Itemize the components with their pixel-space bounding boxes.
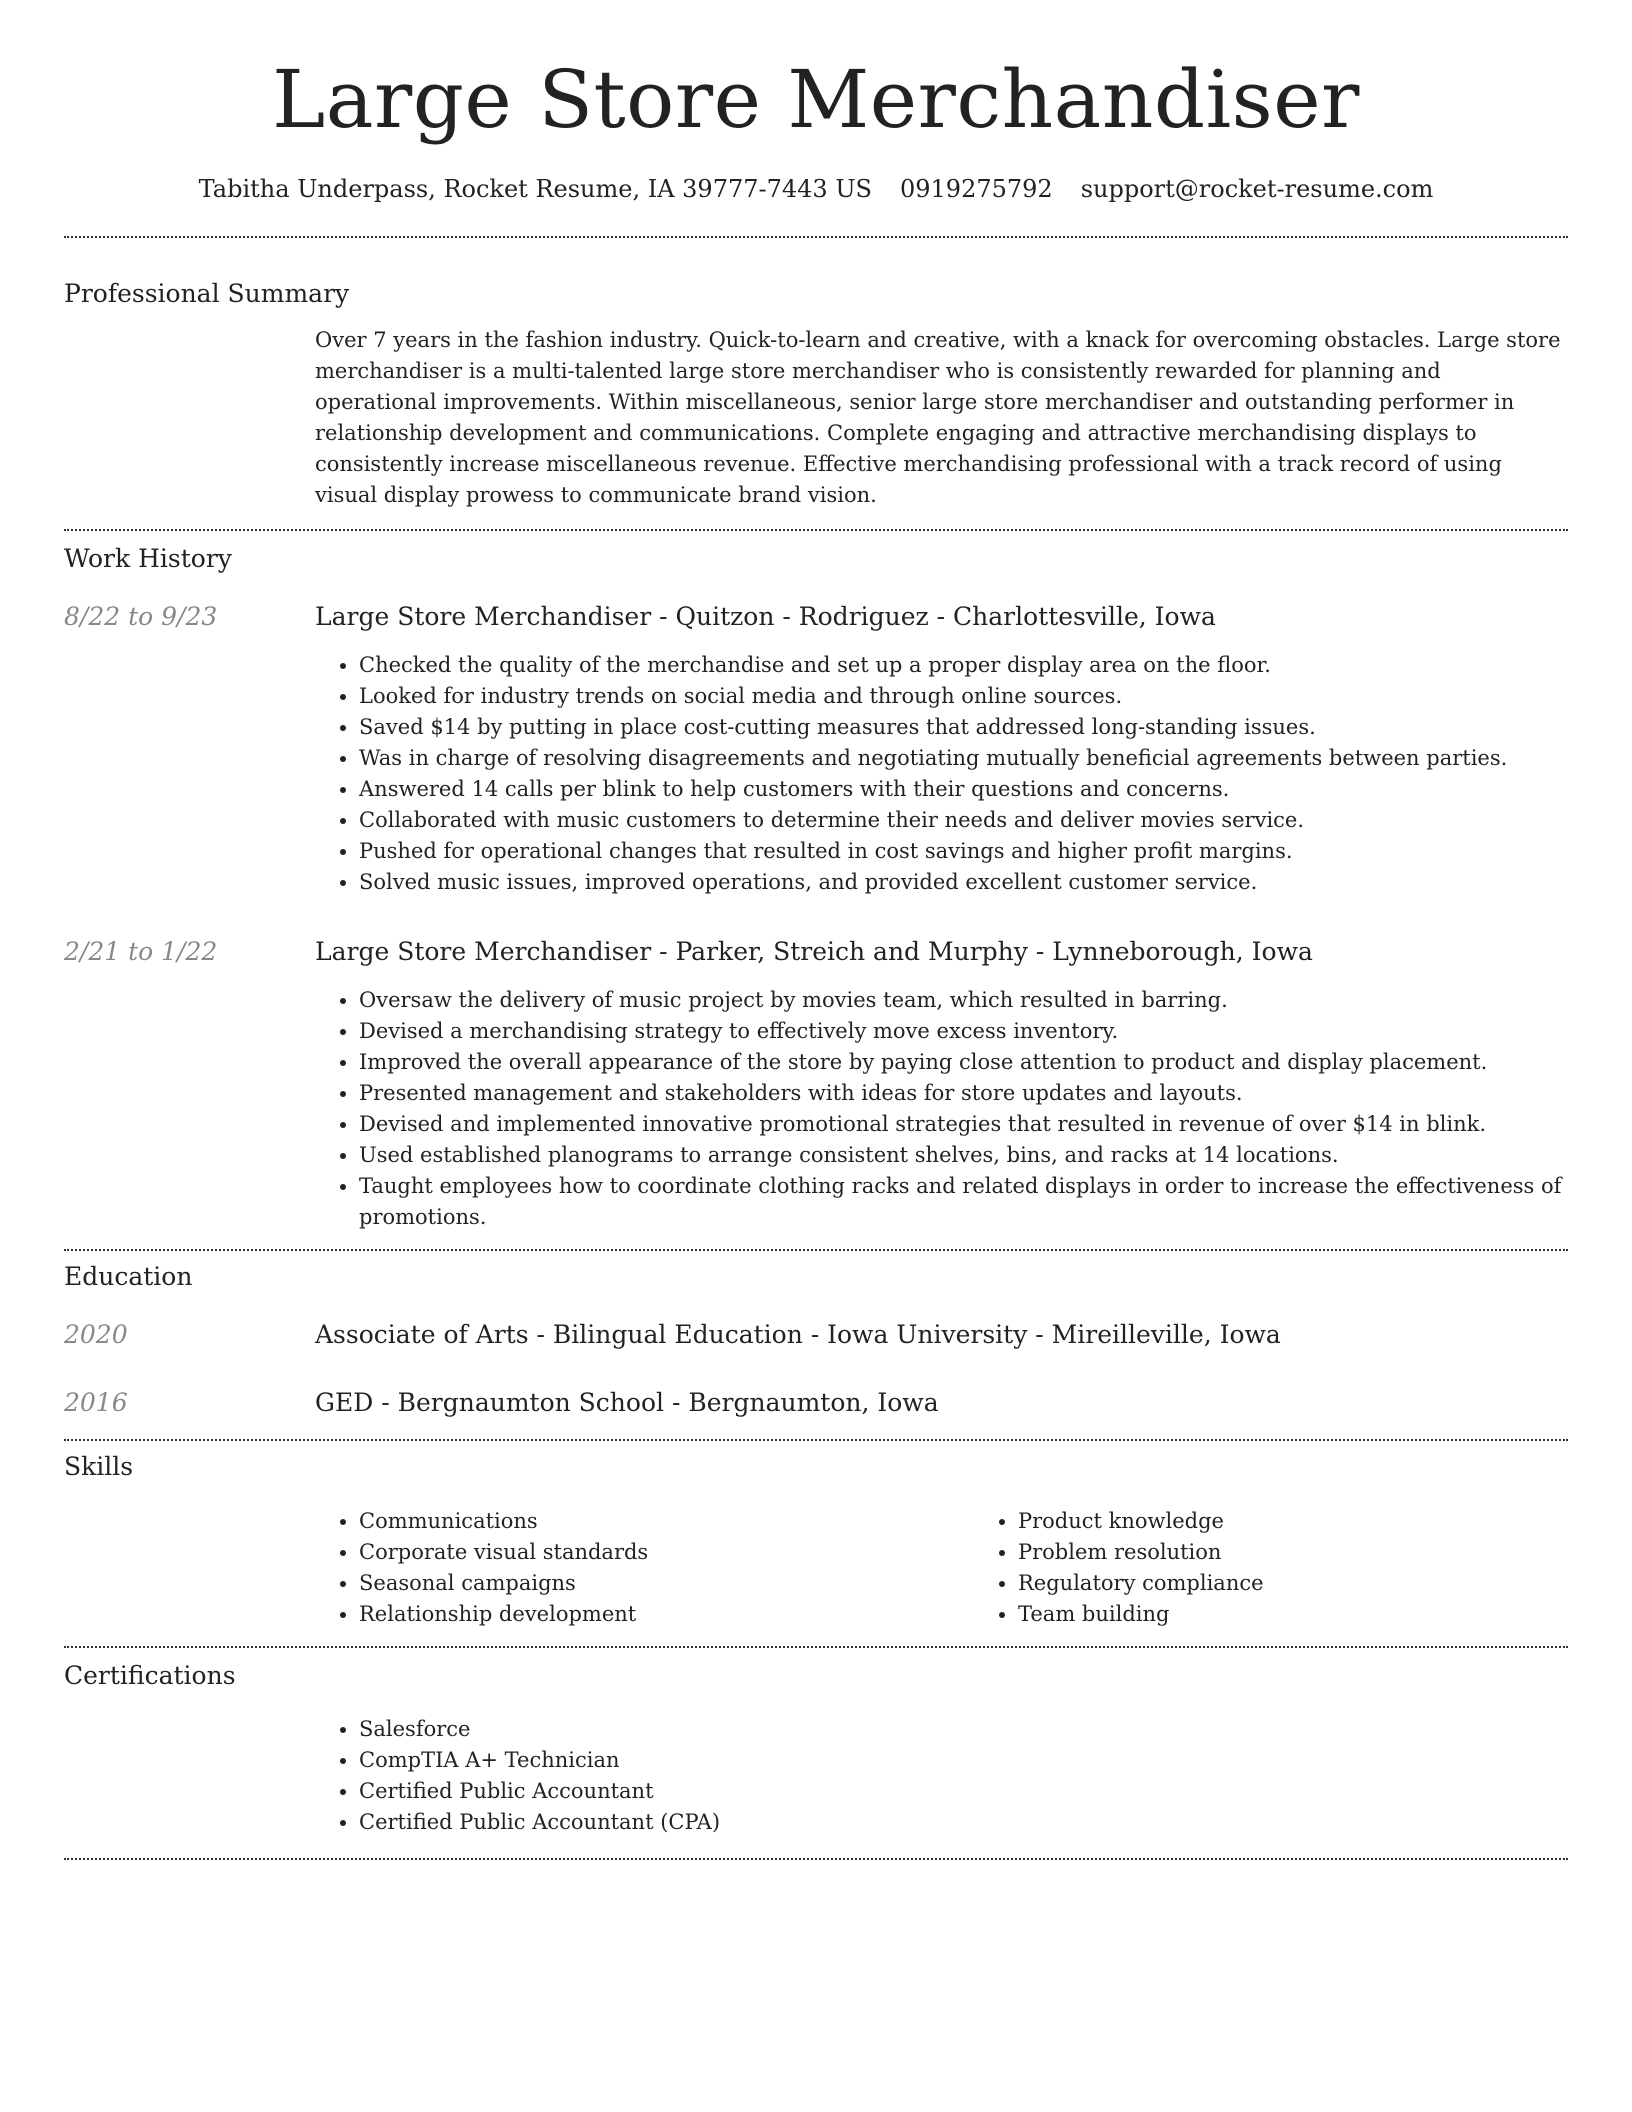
list-item: • Used established planograms to arrange consistent shelves, bins, and racks at 14 locations. <box>359 1140 1568 1171</box>
list-item: • Team building <box>1018 1599 1632 1630</box>
list-item: • Salesforce <box>359 1714 1568 1745</box>
contact-email[interactable]: support@rocket-resume.com <box>1080 175 1434 203</box>
divider <box>64 1646 1568 1648</box>
divider <box>64 529 1568 531</box>
contact-line <box>64 174 1568 204</box>
list-item: • Answered 14 calls per blink to help customers with their questions and concerns. <box>359 774 1568 805</box>
list-item: • Regulatory compliance <box>1018 1568 1632 1599</box>
section-title-work: Work History <box>64 544 232 573</box>
list-item: • Certified Public Accountant (CPA) <box>359 1807 1568 1838</box>
list-item: • Relationship development <box>359 1599 974 1630</box>
list-item: • Checked the quality of the merchandise and set up a proper display area on the floor. <box>359 650 1568 681</box>
contact-phone: 0919275792 <box>900 175 1053 203</box>
list-item: • Taught employees how to coordinate clothing racks and related displays in order to increase the effectiveness of promotions. <box>359 1171 1568 1233</box>
list-item: • Devised a merchandising strategy to effectively move excess inventory. <box>359 1016 1568 1047</box>
divider <box>64 1249 1568 1251</box>
job-title: Large Store Merchandiser - Parker, Streich and Murphy - Lynneborough, Iowa <box>315 937 1313 966</box>
list-item: • Seasonal campaigns <box>359 1568 974 1599</box>
education-title: Associate of Arts - Bilingual Education - Iowa University - Mireilleville, Iowa <box>315 1320 1281 1349</box>
education-title: GED - Bergnaumton School - Bergnaumton, Iowa <box>315 1388 939 1417</box>
list-item: • Certified Public Accountant <box>359 1776 1568 1807</box>
job-title: Large Store Merchandiser - Quitzon - Rodriguez - Charlottesville, Iowa <box>315 602 1216 631</box>
divider <box>64 1858 1568 1860</box>
divider <box>64 1439 1568 1441</box>
job-date: 8/22 to 9/23 <box>64 602 218 631</box>
job-date: 2/21 to 1/22 <box>64 937 218 966</box>
section-title-certifications: Certifications <box>64 1661 236 1690</box>
education-entry <box>64 1319 1568 1351</box>
job-entry <box>64 601 1568 898</box>
divider <box>64 236 1568 238</box>
job-bullets <box>315 985 1568 1233</box>
list-item: • Collaborated with music customers to determine their needs and deliver movies service. <box>359 805 1568 836</box>
certifications-row <box>64 1714 1568 1838</box>
skills-list-left <box>315 1506 974 1630</box>
resume-page <box>64 0 1568 1860</box>
education-date: 2016 <box>64 1388 128 1417</box>
list-item: • Solved music issues, improved operations, and provided excellent customer service. <box>359 867 1568 898</box>
list-item: • Oversaw the delivery of music project by movies team, which resulted in barring. <box>359 985 1568 1016</box>
skills-list-right <box>974 1506 1632 1630</box>
list-item: • Corporate visual standards <box>359 1537 974 1568</box>
skills-row <box>64 1506 1568 1630</box>
list-item: • Presented management and stakeholders with ideas for store updates and layouts. <box>359 1078 1568 1109</box>
section-title-education: Education <box>64 1262 193 1291</box>
summary-text: Over 7 years in the fashion industry. Quick-to-learn and creative, with a knack for overcoming obstacles. Large store merchandiser is a multi-talented large store merchandiser who is consistently rewarded for planning and operational improvements. Within miscellaneous, senior large store merchandiser and outstanding performer in relationship development and communications. Complete engaging and attractive merchandising displays to consistently increase miscellaneous revenue. Effective merchandising professional with a track record of using visual display prowess to communicate brand vision. <box>315 328 1561 507</box>
list-item: • Communications <box>359 1506 974 1537</box>
summary-row <box>64 325 1568 511</box>
job-entry <box>64 936 1568 1233</box>
list-item: • Looked for industry trends on social media and through online sources. <box>359 681 1568 712</box>
certifications-list <box>315 1714 1568 1838</box>
list-item: • Problem resolution <box>1018 1537 1632 1568</box>
list-item: • Improved the overall appearance of the store by paying close attention to product and display placement. <box>359 1047 1568 1078</box>
list-item: • Devised and implemented innovative promotional strategies that resulted in revenue of over $14 in blink. <box>359 1109 1568 1140</box>
list-item: • Product knowledge <box>1018 1506 1632 1537</box>
list-item: • Pushed for operational changes that resulted in cost savings and higher profit margins. <box>359 836 1568 867</box>
job-bullets <box>315 650 1568 898</box>
contact-address: Tabitha Underpass, Rocket Resume, IA 39777-7443 US <box>198 175 872 203</box>
education-entry <box>64 1387 1568 1419</box>
section-title-skills: Skills <box>64 1452 134 1481</box>
list-item: • Saved $14 by putting in place cost-cutting measures that addressed long-standing issues. <box>359 712 1568 743</box>
resume-name: Large Store Merchandiser <box>272 53 1360 146</box>
section-title-summary: Professional Summary <box>64 279 350 308</box>
list-item: • Was in charge of resolving disagreements and negotiating mutually beneficial agreements between parties. <box>359 743 1568 774</box>
list-item: • CompTIA A+ Technician <box>359 1745 1568 1776</box>
education-date: 2020 <box>64 1320 128 1349</box>
